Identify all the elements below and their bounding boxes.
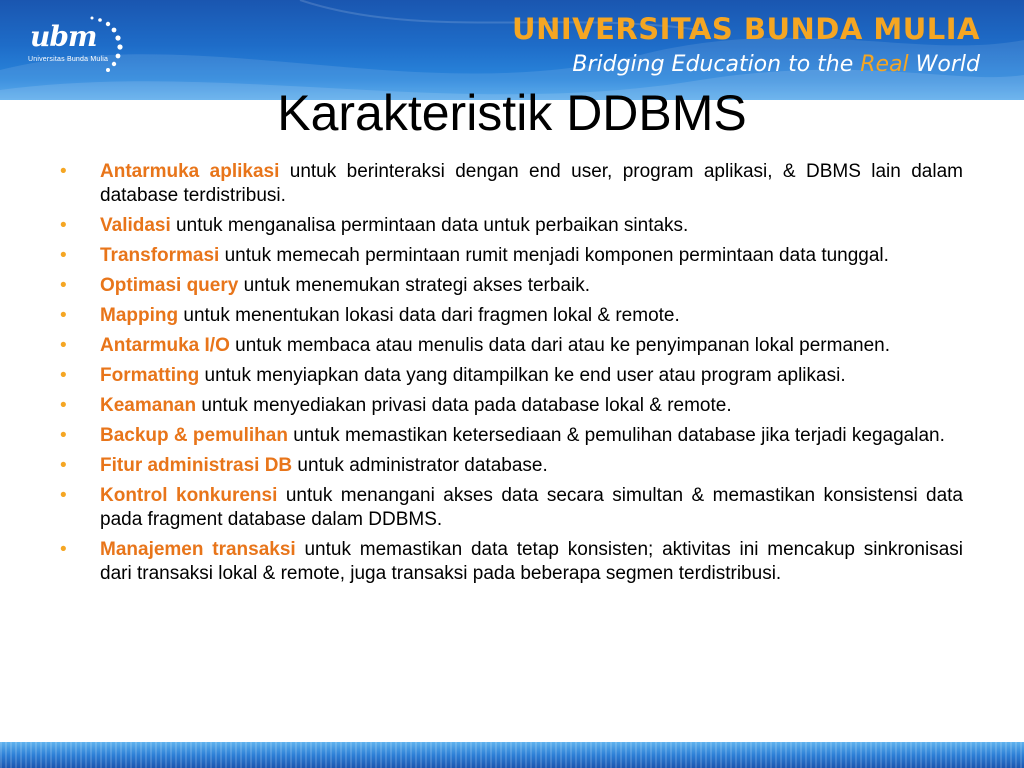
bullet-keyword: Manajemen transaksi	[100, 539, 296, 560]
logo-subtitle: Universitas Bunda Mulia	[28, 56, 109, 63]
bullet-icon: •	[60, 161, 67, 182]
slide-title: Karakteristik DDBMS	[277, 85, 747, 141]
bullet-text: untuk memastikan data tetap konsisten; aktivitas ini mencakup sinkronisasi dari transaksi lokal & remote, juga transaksi pada beberapa segmen terdistribusi.	[100, 539, 963, 584]
bullet-icon: •	[60, 245, 67, 266]
bullet-keyword: Fitur administrasi DB	[100, 455, 293, 476]
bullet-icon: •	[60, 335, 67, 356]
list-item	[60, 394, 963, 418]
list-item	[60, 454, 963, 478]
bullet-icon: •	[60, 425, 67, 446]
bullet-list	[60, 160, 963, 586]
bullet-keyword: Backup & pemulihan	[100, 425, 288, 446]
list-item	[60, 214, 963, 238]
bullet-text: untuk menemukan strategi akses terbaik.	[238, 275, 591, 296]
list-item	[60, 538, 963, 586]
bullet-keyword: Mapping	[100, 305, 179, 326]
bullet-text: untuk menyediakan privasi data pada database lokal & remote.	[196, 395, 732, 416]
list-item	[60, 244, 963, 268]
bullet-keyword: Antarmuka I/O	[100, 335, 230, 356]
bullet-keyword: Validasi	[100, 215, 171, 236]
footer-stripes-decoration	[0, 742, 1024, 768]
bullet-icon: •	[60, 395, 67, 416]
bullet-text: untuk menganalisa permintaan data untuk perbaikan sintaks.	[170, 215, 689, 236]
bullet-text: untuk menangani akses data secara simultan & memastikan konsistensi data pada fragment database dalam DDBMS.	[100, 485, 963, 530]
bullet-keyword: Optimasi query	[100, 275, 239, 296]
bullet-icon: •	[60, 455, 67, 476]
list-item	[60, 484, 963, 532]
list-item	[60, 274, 963, 298]
bullet-text: untuk berinteraksi dengan end user, program aplikasi, & DBMS lain dalam database terdistribusi.	[100, 161, 963, 206]
bullet-icon: •	[60, 485, 67, 506]
bullet-icon: •	[60, 365, 67, 386]
bullet-text: untuk memecah permintaan rumit menjadi komponen permintaan data tunggal.	[219, 245, 889, 266]
bullet-text: untuk menyiapkan data yang ditampilkan ke end user atau program aplikasi.	[199, 365, 846, 386]
university-name: UNIVERSITAS BUNDA MULIA	[512, 12, 980, 46]
logo-wordmark: ubm	[30, 20, 97, 53]
bullet-list-container	[60, 160, 963, 592]
list-item	[60, 334, 963, 358]
footer-bar	[0, 742, 1024, 768]
tagline-suffix: World	[908, 52, 980, 77]
bullet-keyword: Formatting	[100, 365, 200, 386]
tagline	[572, 52, 980, 77]
list-item	[60, 424, 963, 448]
tagline-highlight: Real	[860, 52, 909, 77]
bullet-text: untuk memastikan ketersediaan & pemulihan database jika terjadi kegagalan.	[287, 425, 945, 446]
bullet-icon: •	[60, 539, 67, 560]
list-item	[60, 364, 963, 388]
bullet-text: untuk administrator database.	[292, 455, 548, 476]
bullet-icon: •	[60, 305, 67, 326]
bullet-icon: •	[60, 275, 67, 296]
bullet-text: untuk membaca atau menulis data dari atau ke penyimpanan lokal permanen.	[229, 335, 890, 356]
bullet-keyword: Transformasi	[100, 245, 220, 266]
bullet-icon: •	[60, 215, 67, 236]
list-item	[60, 304, 963, 328]
tagline-prefix: Bridging Education to the	[572, 52, 861, 77]
list-item	[60, 160, 963, 208]
bullet-keyword: Kontrol konkurensi	[100, 485, 278, 506]
bullet-keyword: Antarmuka aplikasi	[100, 161, 280, 182]
bullet-keyword: Keamanan	[100, 395, 197, 416]
bullet-text: untuk menentukan lokasi data dari fragmen lokal & remote.	[178, 305, 680, 326]
